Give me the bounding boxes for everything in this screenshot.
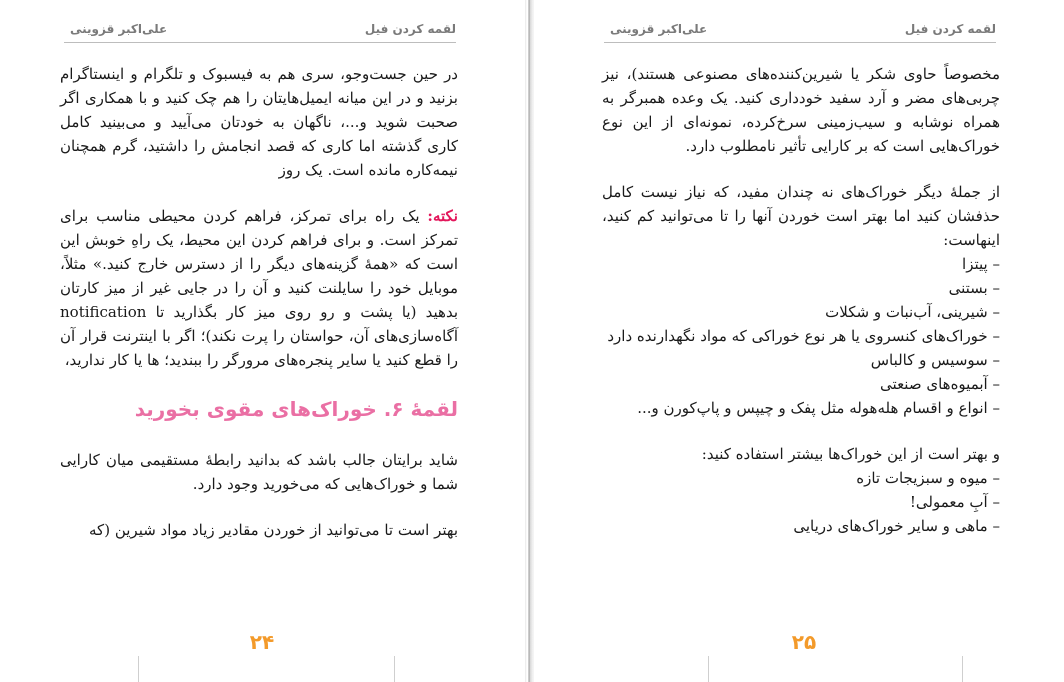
avoid-food-list: [602, 252, 1000, 420]
list-item: – ماهی و سایر خوراک‌های دریایی: [602, 514, 1000, 538]
list-item: – بستنی: [602, 276, 1000, 300]
page-number: ۲۴: [249, 630, 275, 654]
note-label: نکته:: [427, 207, 458, 225]
page-body: [60, 62, 458, 564]
list-item: – پیتزا: [602, 252, 1000, 276]
left-page: [0, 0, 528, 682]
paragraph: مخصوصاً حاوی شکر یا شیرین‌کننده‌های مصنوعی هستند)، نیز چربی‌های مضر و آرد سفید خودداری کنید. یک وعده همبرگر به همراه نوشابه و سیب‌زمینی سرخ‌کرده، نمونه‌ای از این نوع خوراک‌هایی است که بر کارایی تأثیر نامطلوب دارد.: [602, 65, 1000, 155]
list-item: – میوه و سبزیجات تازه: [602, 466, 1000, 490]
list-item: – آبِ معمولی!: [602, 490, 1000, 514]
author-name: علی‌اکبر قزوینی: [70, 22, 168, 36]
paragraph: شاید برایتان جالب باشد که بدانید رابطهٔ مستقیمی میان کارایی شما و خوراک‌هایی که می‌خورید وجود دارد.: [60, 451, 458, 493]
list-item: – آبمیوه‌های صنعتی: [602, 372, 1000, 396]
right-page: [534, 0, 1064, 682]
note-paragraph: [60, 204, 458, 372]
page-body: [602, 62, 1000, 560]
author-name: علی‌اکبر قزوینی: [610, 22, 708, 36]
paragraph: از جملهٔ دیگر خوراک‌های نه چندان مفید، که نیاز نیست کامل حذفشان کنید اما بهتر است خوردن آنها را تا می‌توانید کم کنید، اینهاست:: [602, 183, 1000, 249]
running-head: [604, 20, 996, 43]
page-divider: [138, 656, 139, 682]
page-divider: [962, 656, 963, 682]
book-spine: [525, 0, 534, 682]
paragraph: در حین جست‌وجو، سری هم به فیسبوک و تلگرام و اینستاگرام بزنید و در این میانه ایمیل‌هایتان را هم چک کنید و با همکاری اگر صحبت شوید و...، ناگهان به خودتان می‌آیید و می‌بینید کامل کاری گذشته اما کاری که قصد انجامش را داشتید، گرم همچنان نیمه‌کاره مانده است. یک روز: [60, 65, 458, 179]
book-title: لقمه کردن فیل: [364, 22, 456, 36]
page-number: ۲۵: [791, 630, 817, 654]
note-text: یک راه برای تمرکز، فراهم کردن محیطی مناسب برای تمرکز است. و برای فراهم کردن این محیط، یک راهِ خوبش این است که «همهٔ گزینه‌های دیگر را از دسترس خارج کنید.» مثلاً، موبایل خود را سایلنت کنید و آن را در جایی غیر از میز کارتان بدهید (یا پشت و رو روی میز کار بگذارید تا notification آگاه‌سازی‌های آن، حواستان را پرت نکند)؛ اگر با اینترنت قرار آن را قطع کنید یا سایر پنجره‌های مرورگر را ببندید؛ ها یا کار ندارید،: [60, 207, 458, 369]
list-item: – شیرینی، آب‌نبات و شکلات: [602, 300, 1000, 324]
paragraph: بهتر است تا می‌توانید از خوردن مقادیر زیاد مواد شیرین (که: [89, 521, 458, 539]
page-divider: [708, 656, 709, 682]
page-divider: [394, 656, 395, 682]
list-item: – سوسیس و کالباس: [602, 348, 1000, 372]
running-head: [64, 20, 456, 43]
recommended-food-list: [602, 466, 1000, 538]
paragraph: و بهتر است از این خوراک‌ها بیشتر استفاده کنید:: [701, 445, 1000, 463]
section-heading: لقمهٔ ۶. خوراک‌های مقوی بخورید: [134, 397, 458, 421]
book-title: لقمه کردن فیل: [904, 22, 996, 36]
list-item: – انواع و اقسام هله‌هوله مثل پفک و چیپس و پاپ‌کورن و...: [602, 396, 1000, 420]
list-item: – خوراک‌های کنسروی یا هر نوع خوراکی که مواد نگهدارنده دارد: [602, 324, 1000, 348]
